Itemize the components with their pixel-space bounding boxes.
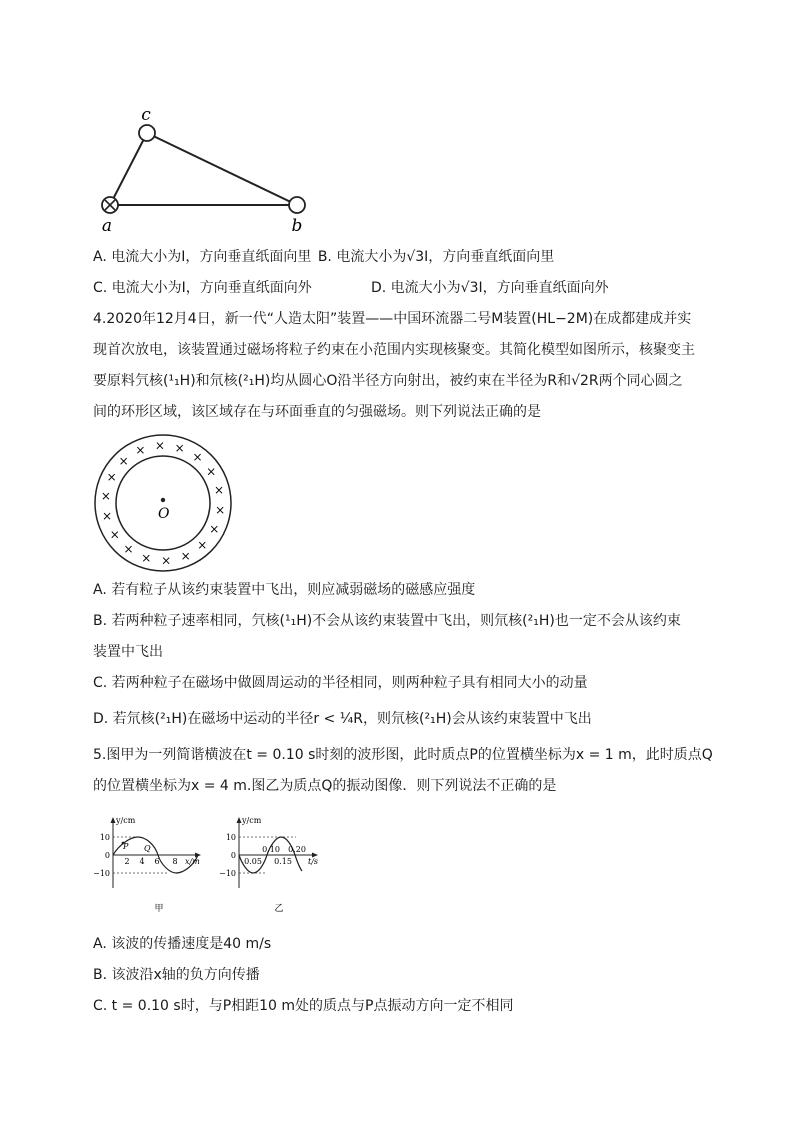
field-x-mark: × [174,441,185,455]
wire-b [289,197,305,213]
field-x-mark: × [106,470,117,484]
tick-y10: 10 [99,833,110,842]
q3-option-c: C. 电流大小为I，方向垂直纸面向外 [93,280,312,296]
q4-stem-line4: 间的环形区域，该区域存在与环面垂直的匀强磁场。则下列说法正确的是 [93,404,541,420]
tick-x8: 8 [172,857,178,866]
field-x-mark: × [118,454,129,468]
field-x-mark: × [180,548,191,563]
tick-y10: 10 [225,833,236,842]
tick-x2: 2 [124,857,130,866]
tick-t015: 0.15 [274,857,292,866]
tick-t020: 0.20 [288,845,306,854]
tick-x6: 6 [154,857,160,866]
field-x-mark: × [135,443,146,458]
triangle-figure [90,100,320,235]
axis-ylabel: y/cm [242,816,262,825]
q4-stem-line1: 4.2020年12月4日，新一代“人造太阳”装置——中国环流器二号M装置(HL−2M)在成都建成并实 [93,311,692,327]
field-x-mark: × [161,553,172,568]
field-x-mark: × [101,509,113,524]
y-axis-arrow [111,817,116,823]
q5-option-b: B. 该波沿x轴的负方向传播 [93,967,260,983]
label-O: O [158,506,170,522]
q4-option-a: A. 若有粒子从该约束装置中飞出，则应减弱磁场的磁感应强度 [93,582,476,598]
axis-ylabel: y/cm [116,816,136,825]
tick-y0: 0 [230,851,236,860]
field-x-mark: × [154,438,165,453]
tick-y-10: −10 [93,869,110,878]
label-Q: Q [144,844,151,853]
side-cb [147,133,297,205]
field-x-mark: × [197,538,208,552]
q4-option-b-line1: B. 若两种粒子速率相同，氕核(¹₁H)不会从该约束装置中飞出，则氘核(²₁H)也一定不会从该约束 [93,613,681,629]
q5-option-c: C. t = 0.10 s时，与P相距10 m处的质点与P点振动方向一定不相同 [93,998,514,1014]
label-b: b [291,216,303,235]
q3-option-a-b [93,247,554,267]
field-x-mark: × [215,502,226,517]
y-axis-arrow [237,817,242,823]
side-ac [110,133,147,205]
field-marks [101,439,225,568]
tick-y-10: −10 [219,869,236,878]
label-c: c [141,105,151,125]
wave-graph-jia [90,812,210,917]
label-P: P [123,842,129,851]
field-x-mark: × [109,527,120,542]
field-x-mark: × [213,482,225,497]
wire-c [139,125,155,141]
q5-stem-line1: 5.图甲为一列简谐横波在t = 0.10 s时刻的波形图，此时质点P的位置横坐标为x = 1 m，此时质点Q [93,747,713,763]
ring-field-figure [92,432,236,576]
tick-t005: 0.05 [244,857,262,866]
q3-option-d: D. 电流大小为√3I，方向垂直纸面向外 [371,280,609,296]
caption-jia: 甲 [154,904,164,914]
q4-stem-line2: 现首次放电，该装置通过磁场将粒子约束在小范围内实现核聚变。其简化模型如图所示，核聚变主 [93,342,695,358]
q4-option-d: D. 若氘核(²₁H)在磁场中运动的半径r < ¼R，则氘核(²₁H)会从该约束装置中飞出 [93,711,592,727]
q4-option-c: C. 若两种粒子在磁场中做圆周运动的半径相同，则两种粒子具有相同大小的动量 [93,675,588,691]
axis-tlabel: t/s [308,857,319,866]
q3-option-b: B. 电流大小为√3I，方向垂直纸面向里 [317,249,555,265]
caption-yi: 乙 [274,904,284,914]
q5-stem-line2: 的位置横坐标为x = 4 m.图乙为质点Q的振动图像．则下列说法不正确的是 [93,778,557,794]
field-x-mark: × [209,522,220,536]
inner-circle [116,456,210,550]
tick-x4: 4 [139,857,145,866]
q5-option-a: A. 该波的传播速度是40 m/s [93,936,272,952]
axis-xlabel: x/m [185,857,200,866]
q4-option-b-line2: 装置中飞出 [93,644,163,660]
field-x-mark: × [123,542,134,556]
field-x-mark: × [206,464,217,479]
wave-graph-yi [217,812,337,917]
field-x-mark: × [141,551,152,565]
field-x-mark: × [192,450,203,464]
q4-stem-line3: 要原料氕核(¹₁H)和氘核(²₁H)均从圆心O沿半径方向射出，被约束在半径为R和√2R两个同心圆之 [93,373,683,389]
tick-t010: 0.10 [262,845,280,854]
field-x-mark: × [100,489,111,504]
label-a: a [101,216,113,235]
q3-option-a: A. 电流大小为I，方向垂直纸面向里 [93,249,312,265]
center-dot [161,498,165,502]
tick-y0: 0 [104,851,110,860]
